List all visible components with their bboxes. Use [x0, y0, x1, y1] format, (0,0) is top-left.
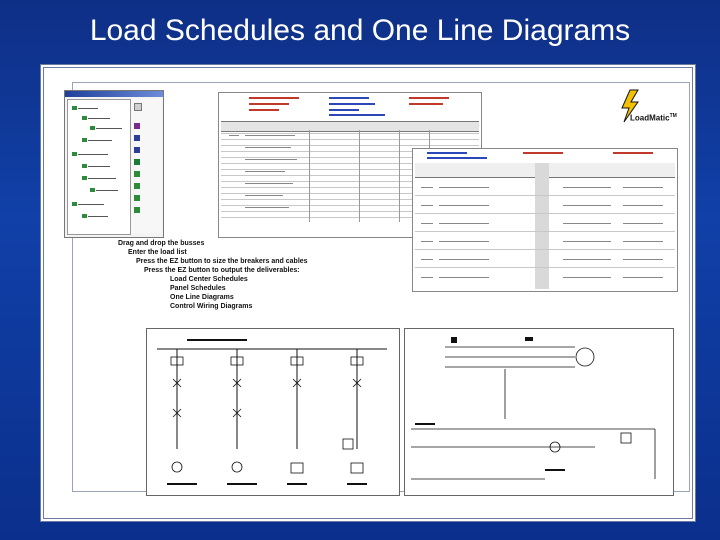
bus-node-icon[interactable] [90, 126, 95, 130]
palette-item-icon[interactable] [134, 159, 140, 165]
logo-trademark: TM [669, 113, 677, 119]
logo-text [630, 113, 677, 123]
slide-title: Load Schedules and One Line Diagrams [89, 14, 631, 47]
bus-node-icon[interactable] [82, 116, 87, 120]
schedule-header-row [221, 121, 479, 132]
instruction-line: Drag and drop the busses [118, 240, 205, 247]
bus-tree-window [64, 90, 164, 238]
control-wiring-diagram [404, 328, 674, 496]
bus-node-icon[interactable] [90, 188, 95, 192]
bus-node-icon[interactable] [72, 202, 77, 206]
window-titlebar [65, 91, 163, 97]
instruction-list [118, 239, 308, 311]
bus-tree[interactable] [67, 99, 131, 235]
palette-item-icon[interactable] [134, 183, 140, 189]
palette-item-icon[interactable] [134, 195, 140, 201]
bus-node-icon[interactable] [82, 138, 87, 142]
panel-schedule [412, 148, 678, 292]
instruction-line: Press the EZ button to output the deliverables: [144, 267, 300, 274]
instruction-line: Load Center Schedules [170, 276, 248, 283]
instruction-line: Press the EZ button to size the breakers and cables [136, 258, 308, 265]
bus-node-icon[interactable] [72, 152, 77, 156]
one-line-diagram [146, 328, 400, 496]
instruction-line: Enter the load list [128, 249, 187, 256]
palette-item-icon[interactable] [134, 171, 140, 177]
instruction-line: Control Wiring Diagrams [170, 303, 253, 310]
palette-item-icon[interactable] [134, 123, 140, 129]
instruction-line: Panel Schedules [170, 285, 226, 292]
bus-node-icon[interactable] [82, 214, 87, 218]
bus-node-icon[interactable] [72, 106, 77, 110]
instruction-line: One Line Diagrams [170, 294, 234, 301]
bus-node-icon[interactable] [82, 164, 87, 168]
palette-item-icon[interactable] [134, 135, 140, 141]
bus-node-icon[interactable] [82, 176, 87, 180]
palette-item-icon[interactable] [134, 147, 140, 153]
logo-name: LoadMatic [630, 113, 670, 123]
equipment-palette [131, 99, 161, 233]
palette-item-icon[interactable] [134, 207, 140, 213]
palette-item-icon[interactable] [134, 103, 142, 111]
